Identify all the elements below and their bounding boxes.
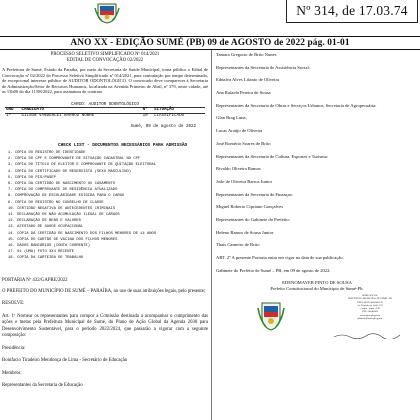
list-item: Representantes da Secretaria de Finanças:: [216, 191, 294, 197]
list-item: José Romério Soares de Brito: [216, 140, 271, 146]
cell-situacao: CLASSIFICADO: [153, 114, 185, 119]
table-row: [5, 113, 205, 119]
issue-number: Nº 314, de 17.03.74: [296, 3, 408, 18]
list-item: Thais Carneiro de Brito: [216, 242, 260, 248]
checklist: [8, 150, 208, 262]
col-candidato: CANDIDATO: [20, 107, 141, 113]
signer-role: Prefeito Constitucional do Município de Sumé-Pb.: [270, 286, 364, 292]
list-item: 18. CÓPIA DA CARTEIRA DE TRABALHO: [8, 256, 84, 261]
footer-line: CEP: 58540-000: [361, 310, 378, 314]
checklist-title: CHECK LIST - DOCUMENTOS NECESSÁRIOS PARA ADMISSÃO: [58, 142, 188, 148]
presidente-name: Bonifacio Tiradeiro Mendonça de Lima - Secretário de Educação: [2, 358, 128, 364]
signer-name: EDENOMAYER PINTO DE SOUSA: [282, 280, 352, 286]
list-item: 14. CÓPIA DA CERTIDÃO DE NASCIMENTO DOS FILHOS MENORES DE 14 ANOS: [8, 231, 157, 236]
list-item: Representantes do Gabinete do Prefeito:: [216, 216, 290, 222]
col-ord: ORD: [5, 107, 20, 113]
members-list: [216, 52, 418, 274]
list-item: 4. CÓPIA DO CERTIFICADO DE RESERVISTA (SEXO MASCULINO): [8, 169, 132, 174]
list-item: Glan Brag Luna,: [216, 115, 247, 121]
candidates-table: [5, 107, 205, 119]
footer-info: [320, 294, 420, 320]
resolve-label: RESOLVE:: [2, 301, 25, 307]
article-1: Art. 1º Nomear os representantes para compor a Comissão destinada a acompanhar o cumprimento das ações e metas pela Prefeitura Municipal de Sumé, do Plano de Ação Global da Agenda 2030 para Desenvolvimento Sustentável, para o período 2022/2024, que passarão a vigorar com a seguinte composição:: [2, 313, 208, 339]
footer-line: SUMÉ SOCIAL: [362, 294, 378, 297]
list-item: Representantes da Secretaria de Cultura, Esportes e Turismo:: [216, 153, 329, 159]
footer-line: CNPJ: 09.073.628/0001-91: [356, 300, 384, 304]
list-item: 17. 01 (UMA) FOTO 3X4 RECENTE: [8, 250, 75, 255]
list-item: 15. CÓPIA DO CARTÃO DE VACINA DOS FILHOS MENORES: [8, 237, 118, 242]
portaria-title: PORTARIA Nº 432/GAPRE/2022: [2, 277, 68, 283]
list-item: 2. CÓPIA DO CPF E COMPROVANTE DE SITUAÇÃO CADASTRAL NO CPF: [8, 157, 141, 162]
list-item: 13. ATESTADO DE SAÚDE OCUPACIONAL: [8, 225, 84, 230]
list-item: Ednalva Alves Lifanio de Oliveira: [216, 77, 280, 83]
edital-title: EDITAL DE CONVOCAÇÃO 02/2022: [66, 58, 144, 63]
signature-icon: [332, 333, 402, 339]
list-item: João de Oliveira Barros Junior: [216, 178, 273, 184]
convocation-paragraph: A Prefeitura de Sumé, Estado da Paraíba, por meio da Secretaria de Saúde Municipal, torna público o Edital de Convocação nº 02/2022 do Processo Seletivo Simplificado nº 014/2021, para contratação por tempo determinado, de excepcional interesse público de AUDITOR ODONTOLÓGICO. O convocado deve comparecer à Secretaria de Administração/Setor de Recursos Humanos, localizada na Avenida Primeiro de Abril, nº 379, neste cidade, até as 13h00 do dia 11/08/2022, para assinatura de contrato.: [2, 67, 208, 95]
list-item: Heleno Ramos de Sousa Junior: [216, 229, 274, 235]
list-item: 10. CERTIDÃO NEGATIVA DE ANTECEDENTES CRIMINAIS: [8, 206, 116, 211]
cell-ord: 1º: [6, 114, 12, 119]
edition-bar: [0, 36, 420, 50]
list-item: 5. CÓPIA DO PIS/PASEP: [8, 175, 56, 180]
left-column: [2, 52, 208, 390]
list-item: 6. CÓPIA DA CERTIDÃO DE NASCIMENTO OU CASAMENTO: [8, 181, 116, 186]
list-item: Rivaldo Oliveira Ramos: [216, 166, 261, 172]
col-situacao: SITUAÇÃO: [153, 107, 205, 113]
right-column: [216, 52, 418, 292]
list-item: 11. DECLARAÇÃO DE NÃO ACUMULAÇÃO ILEGAL DE CARGOS: [8, 213, 120, 217]
municipal-crest-icon: [94, 2, 120, 24]
list-item: Gabinete do Prefeito de Sumé – PB, em 09 de agosto de 2022.: [216, 267, 331, 273]
list-item: 8. COMPROVAÇÃO DE ESCOLARIDADE EXIGIDA PARA O CARGO: [8, 194, 125, 199]
presidencia-label: Presidência:: [2, 346, 26, 351]
issue-number-box: [286, 0, 418, 23]
footer-line: Centro - Sumé - PB: [360, 307, 380, 311]
list-item: Representantes da Secretaria de Obras e Serviços Urbanos, Secretaria de Agropecuária:: [216, 102, 377, 108]
list-item: 12. DECLARAÇÃO DE BENS E VALORES: [8, 219, 81, 224]
list-item: Tamara Gregorio de Brito Nunes: [216, 52, 277, 57]
cell-numero: 10: [142, 114, 148, 119]
list-item: 16. DADOS BANCÁRIOS (CONTA CORRENTE): [8, 244, 91, 249]
column-divider: [211, 50, 212, 420]
list-item: Representantes da Secretaria de Assistência Social:: [216, 64, 311, 70]
table-title: CARGO: AUDITOR ODONTOLÓGICO: [71, 102, 139, 107]
table-date: Sumé, 09 de agosto de 2022: [130, 124, 196, 129]
list-item: 9. CÓPIA DO REGISTRO NO CONSELHO DE CLASSE: [8, 200, 104, 205]
footer-line: PREFEITURA MUNICIPAL DE SUMÉ - PB: [348, 297, 392, 301]
list-item: Miguel Roberto Cipriano Gonçalves: [216, 204, 283, 210]
cell-candidato: GILSON VANDERLEI BARROS NOBRE: [21, 114, 95, 119]
footer-line: Av. Primeiro de Abril, 379: [357, 303, 383, 307]
list-item: 3. CÓPIA DO TÍTULO DE ELEITOR E COMPROVANTE DE QUITAÇÃO ELEITORAL: [8, 163, 157, 168]
process-title: PROCESSO SELETIVO SIMPLIFICADO Nº 014/2021: [50, 52, 160, 57]
list-item: ART. 2º A presente Portaria entra em vigor na data de sua publicação.: [216, 255, 344, 260]
membros-label: Membros:: [2, 370, 22, 376]
list-item: 1. CÓPIA DO REGISTRO DE IDENTIDADE: [8, 150, 86, 155]
footer-crest-icon: [256, 300, 286, 332]
portaria-intro: O PREFEITO DO MUNICÍPIO DE SUMÉ – PARAÍBA, no uso de suas atribuições legais, pelo presente;: [2, 288, 206, 294]
footer-line: www.sume.pb.gov.br: [359, 313, 381, 317]
footer-line: gabinete@sume.pb.gov.br: [357, 317, 383, 321]
membros-subtitle: Representantes da Secretaria de Educação: [2, 383, 83, 389]
list-item: 7. CÓPIA DO COMPROVANTE DE RESIDÊNCIA ATUALIZADO: [8, 188, 118, 193]
list-item: Ana Rafaela Pereira de Sousa: [216, 90, 271, 96]
list-item: Lucas Araújo de Oliveira: [216, 128, 263, 134]
edition-text: ANO XX - EDIÇÃO SUMÉ (PB) 09 de AGOSTO de 2022 pág. 01-01: [70, 38, 350, 48]
col-numero: Nº: [142, 107, 153, 113]
